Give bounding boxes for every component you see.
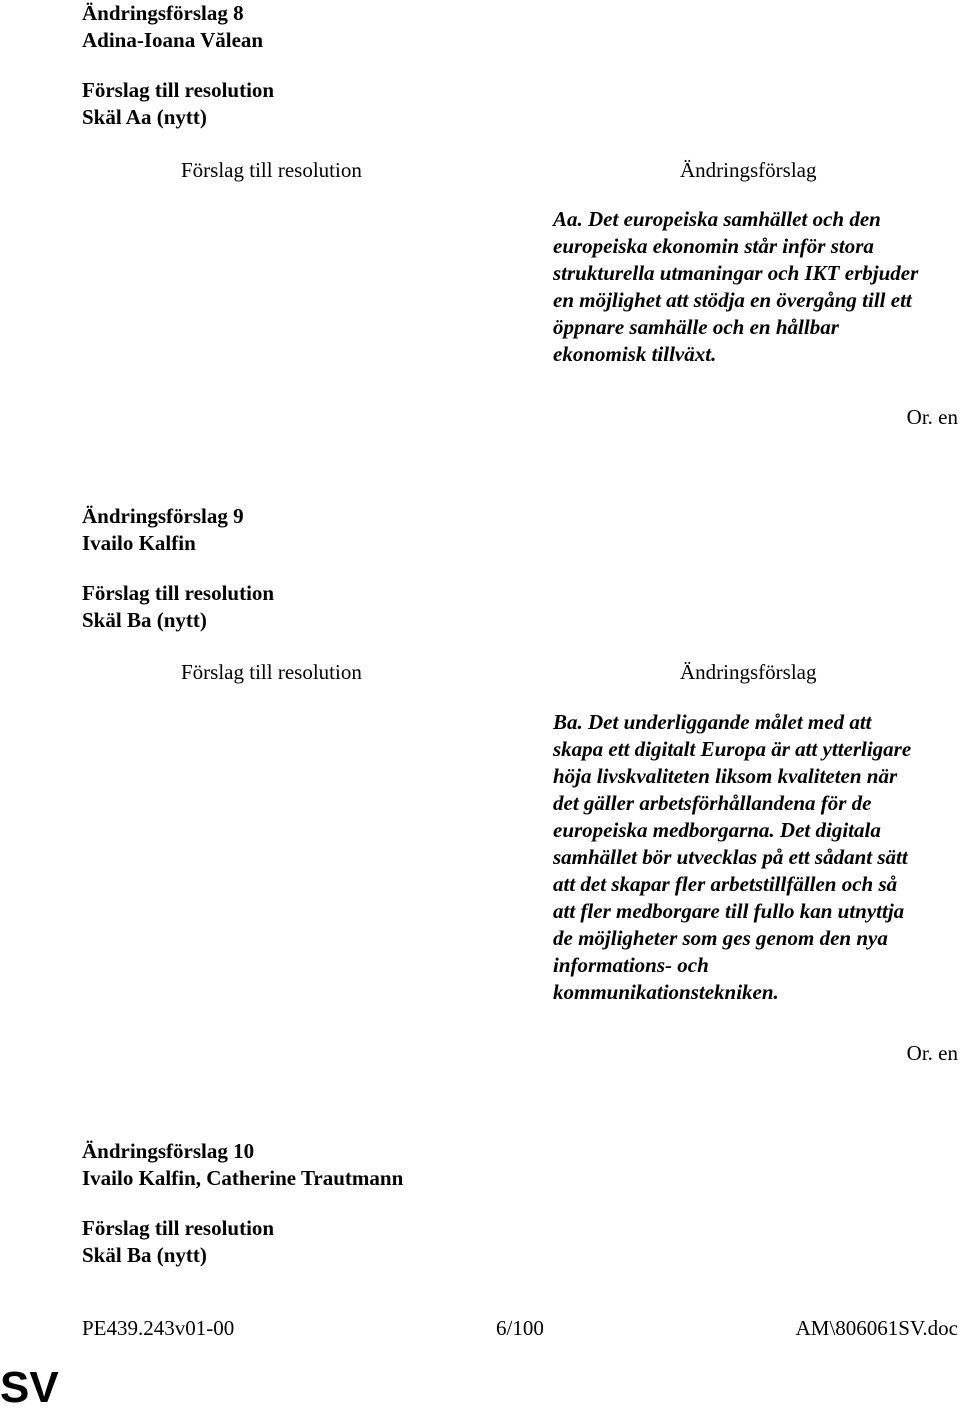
text-line: skapa ett digitalt Europa är att ytterligare [553, 737, 912, 761]
text-line: det gäller arbetsförhållandena för de [553, 791, 872, 815]
text-line: kommunikationstekniken. [553, 980, 779, 1004]
text-line: informations- och [553, 953, 709, 977]
section-ref: Skäl Ba (nytt) [82, 1243, 207, 1267]
section-ref: Skäl Ba (nytt) [82, 608, 207, 632]
amendment-title: Ändringsförslag 8 [82, 1, 244, 25]
text-line: att det skapar fler arbetstillfällen och så [553, 872, 898, 896]
footer-doc-ref: PE439.243v01-00 [82, 1316, 235, 1340]
text-line: strukturella utmaningar och IKT erbjuder [553, 261, 919, 285]
column-header-left: Förslag till resolution [181, 158, 362, 182]
text-line: samhället bör utvecklas på ett sådant sätt [553, 845, 908, 869]
text-line: höja livskvaliteten liksom kvaliteten när [553, 764, 898, 788]
text-line: en möjlighet att stödja en övergång till ett [553, 288, 912, 312]
doc-type: Förslag till resolution [82, 78, 275, 102]
column-header-right: Ändringsförslag [680, 158, 817, 182]
column-header-left: Förslag till resolution [181, 660, 362, 684]
amendment-authors: Adina-Ioana Vălean [82, 28, 264, 52]
footer-file-name: AM\806061SV.doc [795, 1316, 958, 1340]
text-line: att fler medborgare till fullo kan utnyttja [553, 899, 905, 923]
column-header-right: Ändringsförslag [680, 660, 817, 684]
text-line: europeiska medborgarna. Det digitala [553, 818, 881, 842]
text-line: de möjligheter som ges genom den nya [553, 926, 888, 950]
text-line: Aa. Det europeiska samhället och den [553, 207, 881, 231]
original-language: Or. en [906, 405, 958, 429]
text-line: Ba. Det underliggande målet med att [553, 710, 872, 734]
amendment-authors: Ivailo Kalfin [82, 531, 196, 555]
doc-type: Förslag till resolution [82, 1216, 275, 1240]
language-code: SV [0, 1363, 59, 1412]
doc-type: Förslag till resolution [82, 581, 275, 605]
text-line: öppnare samhälle och en hållbar [553, 315, 839, 339]
text-line: ekonomisk tillväxt. [553, 342, 717, 366]
section-ref: Skäl Aa (nytt) [82, 105, 207, 129]
text-line: europeiska ekonomin står inför stora [553, 234, 874, 258]
amendment-text [553, 709, 953, 1006]
original-language: Or. en [906, 1041, 958, 1065]
amendment-authors: Ivailo Kalfin, Catherine Trautmann [82, 1166, 404, 1190]
amendment-text [553, 206, 953, 368]
amendment-title: Ändringsförslag 9 [82, 504, 244, 528]
footer-page-number: 6/100 [496, 1316, 544, 1340]
amendment-title: Ändringsförslag 10 [82, 1139, 255, 1163]
